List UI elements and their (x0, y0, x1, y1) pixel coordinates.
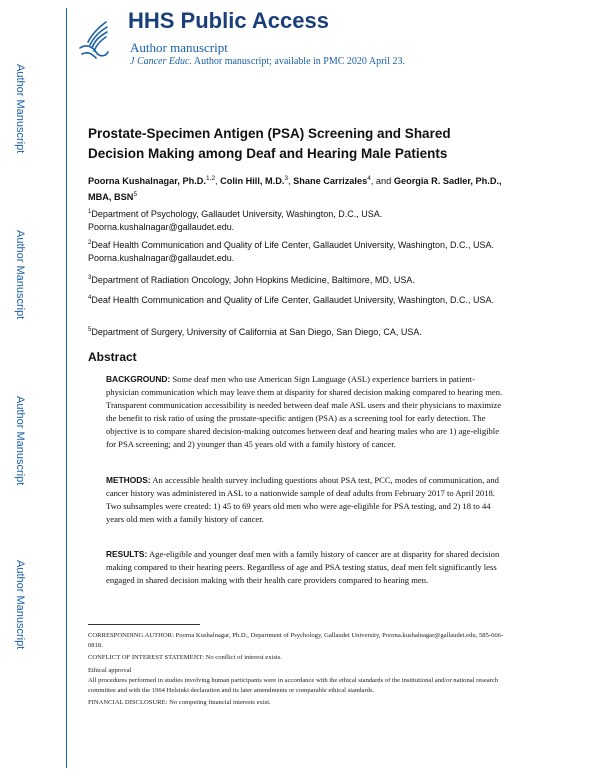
author-name: Poorna Kushalnagar, Ph.D. (88, 176, 206, 187)
affiliation-3: $^3$Department of Radiation Oncology, John Hopkins Medicine, Baltimore, MD, USA. (88, 275, 415, 285)
footnote-divider (88, 624, 200, 625)
conflict-of-interest-note: CONFLICT OF INTEREST STATEMENT: No conflict of interest exists. (88, 654, 282, 661)
paper-title: Prostate-Specimen Antigen (PSA) Screening and Shared Decision Making among Deaf and Hearing Male Patients (88, 126, 451, 161)
abstract-heading: Abstract (88, 350, 137, 364)
affiliation-5: $^5$Department of Surgery, University of California at San Diego, San Diego, CA, USA. (88, 327, 422, 337)
journal-citation: J Cancer Educ. Author manuscript; available in PMC 2020 April 23. (130, 56, 405, 67)
ethical-approval-text: All procedures performed in studies involving human participants were in accordance with the ethical standards of the institutional and/or national research committee and with the 1964 Helsinki declaration and its later amendments or comparable ethical standards. (88, 677, 499, 694)
abstract-results: RESULTS: Age-eligible and younger deaf men with a family history of cancer are at disparity for shared decision making compared to their hearing peers. Regardless of age and PSA testing status, deaf men felt significantly less engaged in shared decision making with their health care providers compared to hearing men. (106, 549, 500, 585)
abstract-methods: METHODS: An accessible health survey including questions about PSA test, PCC, modes of communication, and cancer history was administered in ASL to a nationwide sample of deaf adults from February 2017 to April 2018. Two subsamples were created: 1) 45 to 69 years old men who were age-eligible for PSA testing, and 2) 18 to 44 years old men with a family history of cancer. (106, 475, 499, 524)
author-name: Colin Hill, M.D. (220, 176, 285, 187)
ethical-approval-title: Ethical approval (88, 667, 132, 674)
affiliation-4: $^4$Deaf Health Communication and Quality of Life Center, Gallaudet University, Washington, D.C., USA. (88, 295, 495, 305)
hhs-public-access-title: HHS Public Access (128, 8, 329, 33)
hhs-eagle-logo-icon (76, 18, 110, 62)
affiliation-1: $^1$Department of Psychology, Gallaudet University, Washington, D.C., USA. Poorna.kushalnagar@gallaudet.edu. (88, 209, 383, 232)
author-name: Georgia R. Sadler, Ph.D., MBA, BSN (88, 176, 502, 203)
author-manuscript-subtitle: Author manuscript (130, 40, 228, 55)
author-list: Poorna Kushalnagar, Ph.D.$^{1,2}$, Colin Hill, M.D.$^3$, Shane Carrizales$^4$, and Georgia R. Sadler, Ph.D., MBA, BSN$^5$ (88, 175, 502, 203)
corresponding-author-note: CORRESPONDING AUTHOR: Poorna Kushalnagar, Ph.D., Department of Psychology, Gallaudet University, Poorna.kushalnagar@gallaudet.edu, 585-666-0818. (88, 632, 504, 649)
author-name: Shane Carrizales (293, 176, 368, 187)
financial-disclosure-note: FINANCIAL DISCLOSURE: No competing financial interests exist. (88, 699, 271, 706)
affiliation-2: $^2$Deaf Health Communication and Quality of Life Center, Gallaudet University, Washington, D.C., USA. Poorna.kushalnagar@gallaudet.edu. (88, 240, 495, 263)
abstract-background: BACKGROUND: Some deaf men who use American Sign Language (ASL) experience barriers in patient-physician communication which may leave them at disparity for shared decision making compared to hearing men. Transparent communication accessibility is needed between deaf male ASL users and their physicians to maximize the benefit to risk ratio of using the prostate-specific antigen (PSA) as a screening tool for early detection. The objective is to compare shared decision-making outcomes between deaf and hearing males who are 1) age-eligible for PSA screening; and 2) younger than 45 years old with a family history of cancer. (106, 374, 503, 449)
sidebar-divider (66, 8, 67, 768)
